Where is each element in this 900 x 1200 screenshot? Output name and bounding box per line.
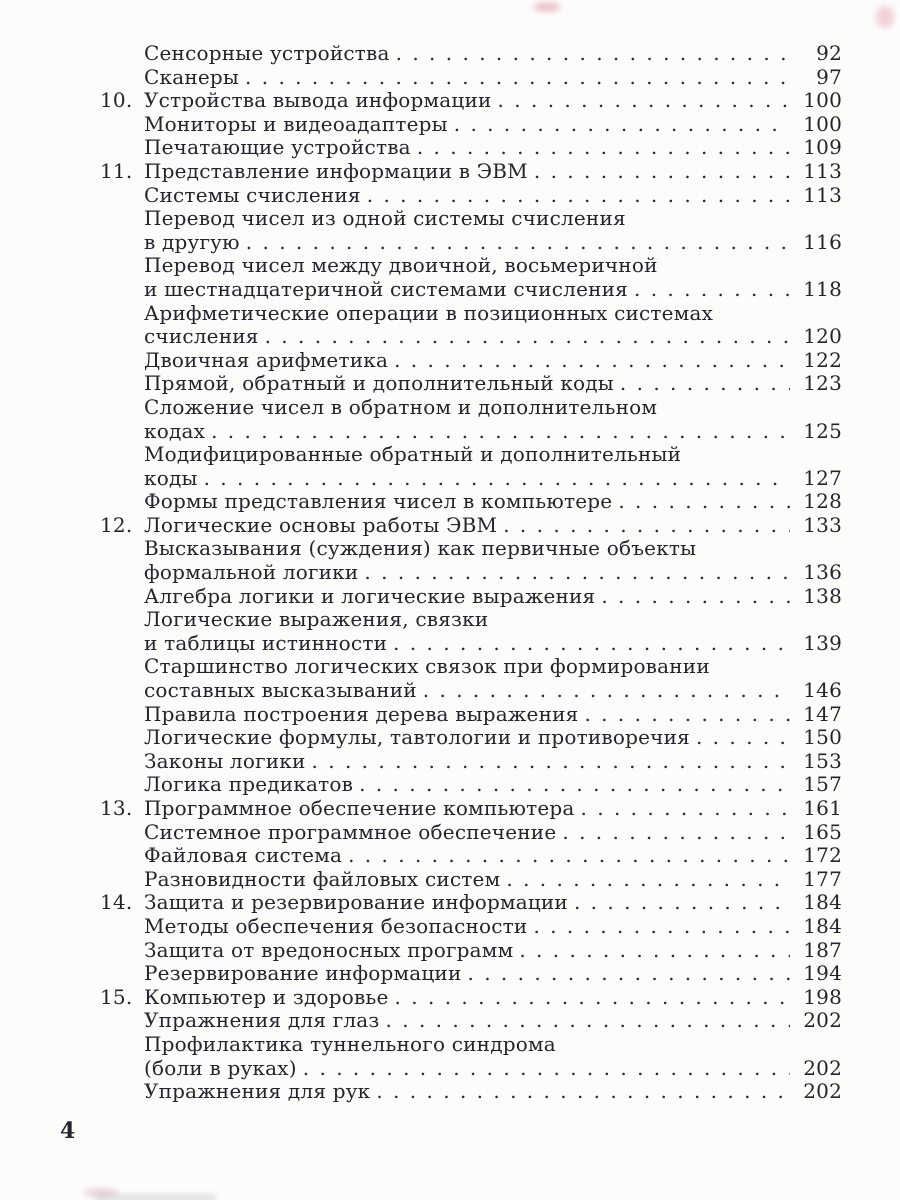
- chapter-number: 15.: [100, 984, 133, 1009]
- toc-entry: [100, 821, 842, 845]
- toc-page-number: 150: [803, 725, 842, 750]
- toc-entry-title: формальной логики: [144, 560, 359, 585]
- toc-page-number: 157: [803, 772, 842, 797]
- toc-entry-title: Логические основы работы ЭВМ: [144, 512, 498, 537]
- toc-entry-title: Логические формулы, тавтологии и противоречия: [144, 725, 690, 750]
- toc-list: [100, 42, 842, 1104]
- toc-entry: [100, 585, 842, 609]
- toc-page-number: 184: [803, 890, 842, 915]
- dot-leader: [393, 632, 790, 656]
- toc-page-number: 146: [803, 678, 842, 703]
- toc-entry: [100, 939, 842, 963]
- dot-leader: [364, 561, 790, 585]
- toc-entry-line: [100, 207, 842, 231]
- toc-entry-title: Упражнения для глаз: [144, 1008, 380, 1033]
- toc-page-number: 202: [803, 1079, 842, 1104]
- toc-entry: [100, 773, 842, 797]
- dot-leader: [601, 585, 790, 609]
- toc-entry: [100, 207, 842, 254]
- toc-entry-title: Модифицированные обратный и дополнительный: [144, 442, 682, 467]
- toc-entry: [100, 797, 842, 821]
- toc-entry-line: [100, 915, 842, 939]
- toc-page-number: 97: [816, 64, 842, 89]
- dot-leader: [303, 1057, 790, 1081]
- toc-entry-line: [100, 962, 842, 986]
- toc-entry-line: [100, 325, 842, 349]
- toc-entry-title: Мониторы и видеоадаптеры: [144, 111, 448, 136]
- toc-entry-line: [100, 868, 842, 892]
- dot-leader: [246, 231, 790, 255]
- dot-leader: [533, 915, 790, 939]
- toc-entry-line: [100, 750, 842, 774]
- toc-entry-line: [100, 349, 842, 373]
- scan-artifact: [534, 2, 560, 12]
- toc-entry-title: Законы логики: [144, 748, 306, 773]
- toc-entry-title: Сканеры: [144, 64, 240, 89]
- toc-entry-line: [100, 797, 842, 821]
- toc-entry: [100, 986, 842, 1010]
- toc-entry-title: Сенсорные устройства: [144, 41, 390, 65]
- toc-entry-title: Компьютер и здоровье: [144, 984, 389, 1009]
- toc-page-number: 187: [803, 937, 842, 962]
- dot-leader: [394, 349, 790, 373]
- toc-entry-line: [100, 585, 842, 609]
- toc-entry-title: Алгебра логики и логические выражения: [144, 583, 596, 608]
- toc-entry-line: [100, 561, 842, 585]
- toc-entry-title: Системы счисления: [144, 182, 361, 207]
- dot-leader: [618, 490, 790, 514]
- dot-leader: [696, 726, 790, 750]
- toc-entry: [100, 891, 842, 915]
- toc-page-number: 202: [803, 1008, 842, 1033]
- toc-entry-title: в другую: [144, 229, 240, 254]
- chapter-number: 14.: [100, 890, 133, 915]
- toc-entry-line: [100, 608, 842, 632]
- toc-page-number: 202: [803, 1055, 842, 1080]
- chapter-number: 11.: [100, 158, 133, 183]
- toc-entry-title: Печатающие устройства: [144, 135, 411, 160]
- toc-entry-line: [100, 703, 842, 727]
- toc-entry-title: Двоичная арифметика: [144, 347, 389, 372]
- toc-entry-title: Резервирование информации: [144, 961, 462, 986]
- toc-entry-line: [100, 1080, 842, 1104]
- toc-entry-line: [100, 514, 842, 538]
- toc-page-number: 100: [803, 88, 842, 113]
- dot-leader: [498, 89, 790, 113]
- toc-entry-title: Высказывания (суждения) как первичные объекты: [144, 536, 697, 561]
- toc-entry-title: Перевод чисел между двоичной, восьмеричной: [144, 253, 658, 278]
- toc-entry-line: [100, 726, 842, 750]
- dot-leader: [265, 325, 790, 349]
- dot-leader: [417, 136, 790, 160]
- toc-entry-title: Правила построения дерева выражения: [144, 701, 579, 726]
- toc-entry: [100, 396, 842, 443]
- toc-entry-title: Разновидности файловых систем: [144, 866, 501, 891]
- toc-entry-title: (боли в руках): [144, 1055, 297, 1080]
- scan-artifact: [96, 1195, 216, 1200]
- toc-entry-line: [100, 939, 842, 963]
- toc-entry-line: [100, 679, 842, 703]
- toc-entry-title: Защита от вредоносных программ: [144, 937, 514, 962]
- dot-leader: [359, 773, 790, 797]
- toc-entry-title: Защита и резервирование информации: [144, 890, 568, 915]
- toc-entry: [100, 868, 842, 892]
- toc-entry-title: кодах: [144, 418, 206, 443]
- toc-entry: [100, 962, 842, 986]
- toc-entry: [100, 184, 842, 208]
- toc-page-number: 113: [803, 158, 842, 183]
- dot-leader: [454, 113, 790, 137]
- toc-entry-title: Устройства вывода информации: [144, 88, 492, 113]
- toc-entry-title: счисления: [144, 324, 259, 349]
- dot-leader: [519, 939, 790, 963]
- toc-entry-title: Сложение чисел в обратном и дополнительном: [144, 394, 658, 419]
- toc-page-number: 161: [803, 796, 842, 820]
- toc-entry-title: коды: [144, 465, 198, 490]
- toc-page-number: 147: [803, 701, 842, 726]
- toc-entry-title: Упражнения для рук: [144, 1079, 371, 1104]
- dot-leader: [562, 821, 790, 845]
- toc-page-number: 172: [803, 843, 842, 868]
- toc-entry: [100, 1080, 842, 1104]
- dot-leader: [348, 844, 790, 868]
- dot-leader: [312, 750, 790, 774]
- chapter-number: 13.: [100, 796, 133, 820]
- toc-entry: [100, 1009, 842, 1033]
- toc-entry-line: [100, 655, 842, 679]
- toc-entry: [100, 537, 842, 584]
- chapter-number: 10.: [100, 88, 133, 113]
- toc-page-number: 100: [803, 111, 842, 136]
- dot-leader: [620, 372, 790, 396]
- toc-entry: [100, 66, 842, 90]
- toc-entry: [100, 655, 842, 702]
- toc-entry-title: Старшинство логических связок при формировании: [144, 654, 710, 679]
- toc-page-number: 125: [803, 418, 842, 443]
- toc-entry-line: [100, 396, 842, 420]
- toc-page-number: 109: [803, 135, 842, 160]
- toc-entry-title: Перевод чисел из одной системы счисления: [144, 206, 626, 231]
- toc-page-number: 184: [803, 913, 842, 938]
- toc-entry-line: [100, 537, 842, 561]
- toc-entry-line: [100, 1057, 842, 1081]
- toc-entry: [100, 703, 842, 727]
- toc-entry-title: составных высказываний: [144, 678, 417, 703]
- toc-entry: [100, 915, 842, 939]
- toc-entry-title: Логические выражения, связки: [144, 607, 489, 632]
- toc-entry-line: [100, 302, 842, 326]
- toc-page-number: 198: [803, 984, 842, 1009]
- toc-entry-line: [100, 1009, 842, 1033]
- toc-entry-line: [100, 372, 842, 396]
- dot-leader: [581, 797, 790, 821]
- toc-page-number: 139: [803, 630, 842, 655]
- toc-entry: [100, 726, 842, 750]
- toc-entry: [100, 372, 842, 396]
- toc-entry-title: Методы обеспечения безопасности: [144, 913, 528, 938]
- toc-entry: [100, 1033, 842, 1080]
- toc-page-number: 123: [803, 371, 842, 396]
- toc-entry: [100, 89, 842, 113]
- dot-leader: [503, 514, 790, 538]
- toc-entry-line: [100, 66, 842, 90]
- dot-leader: [367, 184, 790, 208]
- dot-leader: [204, 467, 790, 491]
- toc-entry-line: [100, 773, 842, 797]
- chapter-number: 12.: [100, 512, 133, 537]
- dot-leader: [386, 1009, 790, 1033]
- toc-entry-line: [100, 160, 842, 184]
- toc-entry-line: [100, 231, 842, 255]
- dot-leader: [245, 66, 790, 90]
- dot-leader: [423, 679, 790, 703]
- toc-page-number: 116: [803, 229, 842, 254]
- toc-entry: [100, 42, 842, 66]
- dot-leader: [396, 42, 790, 66]
- toc-page-number: 133: [803, 512, 842, 537]
- toc-entry-title: Прямой, обратный и дополнительный коды: [144, 371, 614, 396]
- toc-entry: [100, 136, 842, 160]
- toc-entry-line: [100, 844, 842, 868]
- toc-entry-line: [100, 821, 842, 845]
- toc-entry-line: [100, 443, 842, 467]
- toc-page-number: 120: [803, 324, 842, 349]
- dot-leader: [574, 891, 790, 915]
- dot-leader: [395, 986, 790, 1010]
- toc-entry-line: [100, 891, 842, 915]
- toc-page-number: 153: [803, 748, 842, 773]
- toc-entry: [100, 443, 842, 490]
- dot-leader: [467, 962, 790, 986]
- dot-leader: [534, 160, 790, 184]
- toc-entry: [100, 254, 842, 301]
- toc-entry-title: Формы представления чисел в компьютере: [144, 489, 613, 514]
- dot-leader: [376, 1080, 790, 1104]
- toc-page-number: 138: [803, 583, 842, 608]
- page-number: 4: [60, 1118, 76, 1144]
- toc-page-number: 118: [803, 276, 842, 301]
- toc-entry: [100, 514, 842, 538]
- toc-entry-title: Представление информации в ЭВМ: [144, 158, 528, 183]
- toc-entry-title: Системное программное обеспечение: [144, 819, 557, 844]
- toc-entry: [100, 490, 842, 514]
- toc-entry: [100, 844, 842, 868]
- toc-entry-line: [100, 184, 842, 208]
- toc-entry-line: [100, 113, 842, 137]
- toc-entry-title: Логика предикатов: [144, 772, 354, 797]
- toc-entry-line: [100, 278, 842, 302]
- toc-page-number: 177: [803, 866, 842, 891]
- toc-entry-title: Программное обеспечение компьютера: [144, 796, 575, 820]
- toc-entry-line: [100, 467, 842, 491]
- toc-page-number: 128: [803, 489, 842, 514]
- toc-page-number: 194: [803, 961, 842, 986]
- dot-leader: [211, 420, 790, 444]
- toc-page-number: 113: [803, 182, 842, 207]
- toc-entry-title: и шестнадцатеричной системами счисления: [144, 276, 628, 301]
- toc-page-number: 136: [803, 560, 842, 585]
- toc-entry: [100, 160, 842, 184]
- toc-entry-line: [100, 254, 842, 278]
- toc-entry-line: [100, 1033, 842, 1057]
- toc-entry-line: [100, 490, 842, 514]
- dot-leader: [506, 868, 790, 892]
- toc-entry-line: [100, 136, 842, 160]
- dot-leader: [584, 703, 790, 727]
- toc-page-number: 122: [803, 347, 842, 372]
- toc-page-number: 165: [803, 819, 842, 844]
- toc-entry-line: [100, 986, 842, 1010]
- scan-artifact: [876, 6, 894, 28]
- toc-entry: [100, 113, 842, 137]
- toc-entry-title: Арифметические операции в позиционных системах: [144, 300, 714, 325]
- scan-artifact: [84, 1188, 118, 1197]
- toc-page-number: 92: [816, 41, 842, 65]
- toc-entry: [100, 302, 842, 349]
- toc-entry: [100, 608, 842, 655]
- toc-entry-line: [100, 42, 842, 66]
- toc-entry: [100, 349, 842, 373]
- toc-entry-title: и таблицы истинности: [144, 630, 388, 655]
- toc-entry-line: [100, 89, 842, 113]
- toc-entry-line: [100, 420, 842, 444]
- toc-entry-line: [100, 632, 842, 656]
- dot-leader: [634, 278, 790, 302]
- toc-entry: [100, 750, 842, 774]
- toc-page-number: 127: [803, 465, 842, 490]
- toc-entry-title: Профилактика туннельного синдрома: [144, 1031, 556, 1056]
- toc-entry-title: Файловая система: [144, 843, 343, 868]
